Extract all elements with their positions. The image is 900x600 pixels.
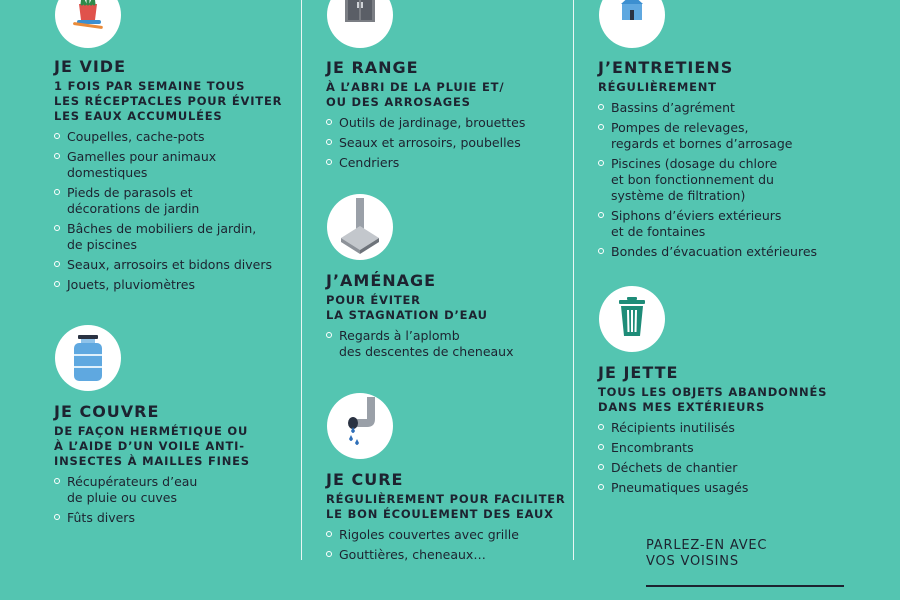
callout-underline: [646, 585, 844, 587]
bullet-icon: [598, 444, 604, 450]
item-list: [598, 420, 858, 496]
drain-grate-icon: [327, 194, 393, 260]
section-subtitle: À L’ABRI DE LA PLUIE ET/ OU DES ARROSAGES: [326, 80, 505, 109]
section-title: JE JETTE: [598, 363, 679, 382]
bullet-icon: [326, 551, 332, 557]
section-subtitle: DE FAÇON HERMÉTIQUE OU À L’AIDE D’UN VOILE ANTI- INSECTES À MAILLES FINES: [54, 424, 250, 468]
item-list: [326, 527, 586, 563]
item-list: [326, 328, 586, 360]
item-list: [326, 115, 586, 171]
callout-text: PARLEZ-EN AVEC VOS VOISINS: [646, 538, 768, 569]
section-title: J’AMÉNAGE: [326, 271, 437, 290]
bullet-icon: [54, 281, 60, 287]
section-subtitle: 1 FOIS PAR SEMAINE TOUS LES RÉCEPTACLES POUR ÉVITER LES EAUX ACCUMULÉES: [54, 79, 283, 123]
list-item: Récupérateurs d’eau de pluie ou cuves: [54, 474, 314, 506]
bullet-icon: [598, 212, 604, 218]
bullet-icon: [54, 478, 60, 484]
bullet-icon: [598, 160, 604, 166]
section-j-entretiens: [598, 59, 858, 264]
section-je-cure: [326, 471, 586, 567]
bullet-icon: [598, 464, 604, 470]
flower-pot-icon: [55, 0, 121, 48]
section-subtitle: RÉGULIÈREMENT: [598, 80, 717, 94]
list-item: Bondes d’évacuation extérieures: [598, 244, 858, 260]
pool-house-icon: [599, 0, 665, 48]
list-item: Coupelles, cache-pots: [54, 129, 314, 145]
list-item: Jouets, pluviomètres: [54, 277, 314, 293]
section-j-amenage: [326, 272, 586, 364]
list-item: Pompes de relevages, regards et bornes d’arrosage: [598, 120, 858, 152]
cabinet-icon: [327, 0, 393, 48]
neighbors-callout: [646, 538, 846, 570]
list-item: Gamelles pour animaux domestiques: [54, 149, 314, 181]
bullet-icon: [598, 248, 604, 254]
section-je-jette: [598, 364, 858, 500]
list-item: Rigoles couvertes avec grille: [326, 527, 586, 543]
list-item: Bâches de mobiliers de jardin, de piscines: [54, 221, 314, 253]
bullet-icon: [54, 261, 60, 267]
bullet-icon: [326, 159, 332, 165]
bullet-icon: [326, 531, 332, 537]
section-je-couvre: [54, 403, 314, 530]
gutter-pipe-icon: [327, 393, 393, 459]
bullet-icon: [598, 424, 604, 430]
list-item: Bassins d’agrément: [598, 100, 858, 116]
list-item: Récipients inutilisés: [598, 420, 858, 436]
list-item: Fûts divers: [54, 510, 314, 526]
section-subtitle: POUR ÉVITER LA STAGNATION D’EAU: [326, 293, 488, 322]
item-list: [54, 129, 314, 293]
bullet-icon: [54, 189, 60, 195]
item-list: [598, 100, 858, 260]
section-title: JE COUVRE: [54, 402, 160, 421]
bullet-icon: [54, 133, 60, 139]
bullet-icon: [54, 225, 60, 231]
list-item: Pneumatiques usagés: [598, 480, 858, 496]
bullet-icon: [326, 332, 332, 338]
section-title: J’ENTRETIENS: [598, 58, 734, 77]
list-item: Pieds de parasols et décorations de jardin: [54, 185, 314, 217]
section-title: JE RANGE: [326, 58, 419, 77]
bullet-icon: [54, 514, 60, 520]
list-item: Piscines (dosage du chlore et bon fonctionnement du système de filtration): [598, 156, 858, 204]
bullet-icon: [598, 124, 604, 130]
bullet-icon: [54, 153, 60, 159]
list-item: Encombrants: [598, 440, 858, 456]
section-title: JE CURE: [326, 470, 404, 489]
list-item: Seaux, arrosoirs et bidons divers: [54, 257, 314, 273]
section-subtitle: RÉGULIÈREMENT POUR FACILITER LE BON ÉCOULEMENT DES EAUX: [326, 492, 566, 521]
section-je-range: [326, 59, 586, 175]
item-list: [54, 474, 314, 526]
list-item: Outils de jardinage, brouettes: [326, 115, 586, 131]
bullet-icon: [326, 139, 332, 145]
bullet-icon: [598, 484, 604, 490]
bullet-icon: [598, 104, 604, 110]
water-tank-icon: [55, 325, 121, 391]
list-item: Cendriers: [326, 155, 586, 171]
list-item: Gouttières, cheneaux…: [326, 547, 586, 563]
list-item: Siphons d’éviers extérieurs et de fontaines: [598, 208, 858, 240]
trash-bin-icon: [599, 286, 665, 352]
list-item: Déchets de chantier: [598, 460, 858, 476]
section-je-vide: [54, 58, 314, 297]
section-title: JE VIDE: [54, 57, 126, 76]
section-subtitle: TOUS LES OBJETS ABANDONNÉS DANS MES EXTÉRIEURS: [598, 385, 828, 414]
list-item: Seaux et arrosoirs, poubelles: [326, 135, 586, 151]
list-item: Regards à l’aplomb des descentes de cheneaux: [326, 328, 586, 360]
bullet-icon: [326, 119, 332, 125]
